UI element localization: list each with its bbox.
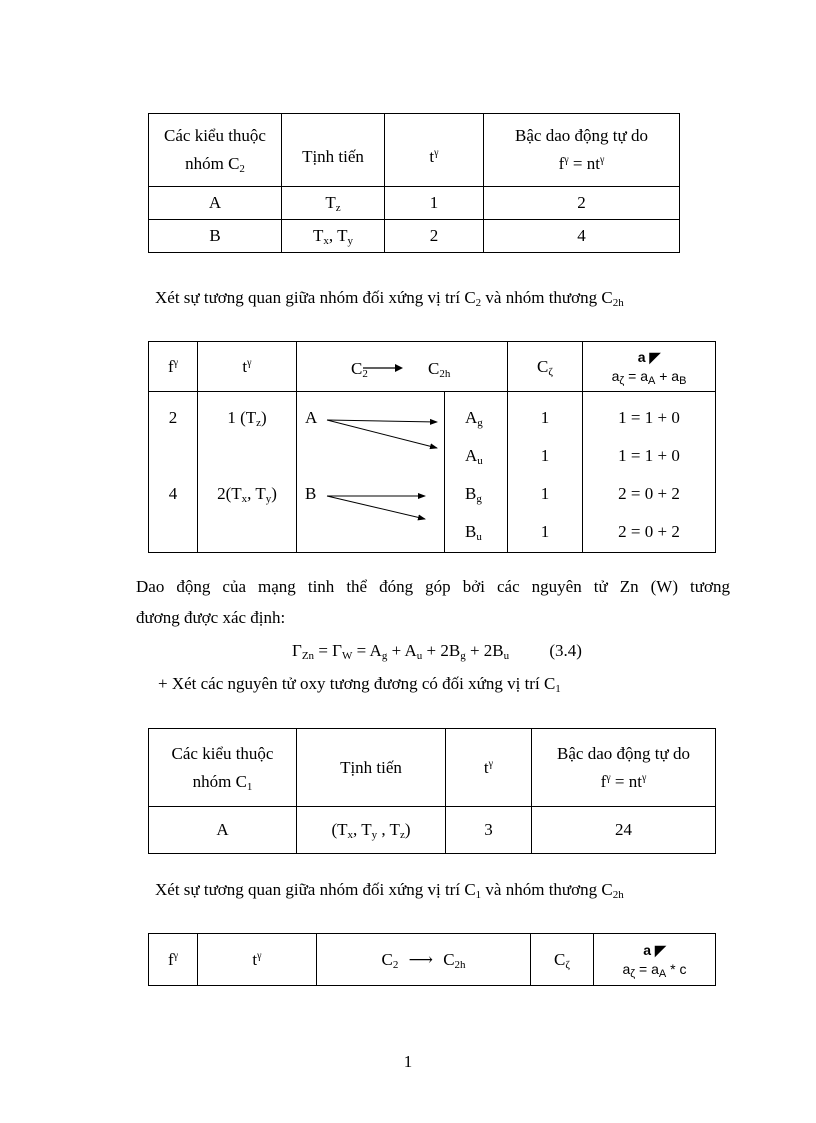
cell-irreps: $A_g$ $A_u$ $B_g$ $B_u$ <box>445 392 508 553</box>
header-t: $t^\gamma$ <box>198 342 297 392</box>
cell-t: 3 <box>446 807 532 854</box>
table-correlation-c1-c2h <box>148 933 716 986</box>
header-cz: $C_\zeta$ <box>508 342 583 392</box>
table-row <box>149 807 716 854</box>
table-row <box>149 220 680 253</box>
header-dof: Bậc dao động tự do $f^\gamma = nt^\gamma$ <box>484 114 680 187</box>
cell-cz-column: 1 1 1 1 <box>508 392 583 553</box>
correlation-text-c1: Xét sự tương quan giữa nhóm đối xứng vị trí $C_1$ và nhóm thương $C_{2h}$ <box>155 880 624 901</box>
header-t: $t^\gamma$ <box>446 729 532 807</box>
paragraph-zn-vibrations-line2: đương được xác định: <box>136 608 286 627</box>
cell-type: A <box>149 807 297 854</box>
header-a: a ◤ $a_\zeta = a_A * c$ <box>594 934 716 986</box>
cell-a-column: 1 = 1 + 0 1 = 1 + 0 2 = 0 + 2 2 = 0 + 2 <box>583 392 716 553</box>
header-type: Các kiểu thuộc nhóm $C_2$ <box>149 114 282 187</box>
cell-t: 2 <box>385 220 484 253</box>
correlation-arrows <box>297 392 444 552</box>
header-t: $t^\gamma$ <box>198 934 317 986</box>
header-correlation: $C_2$ $C_{2h}$ <box>297 342 508 392</box>
header-correlation: $C_2$ ⟶ $C_{2h}$ <box>317 934 531 986</box>
header-cz: $C_\zeta$ <box>531 934 594 986</box>
header-a: a ◤ $a_\zeta = a_A + a_B$ <box>583 342 716 392</box>
cell-translation: $T_x$, $T_y$ <box>282 220 385 253</box>
table-row <box>149 187 680 220</box>
cell-type: A <box>149 187 282 220</box>
correlation-text-c2: Xét sự tương quan giữa nhóm đối xứng vị trí $C_2$ và nhóm thương $C_{2h}$ <box>155 288 624 309</box>
cell-dof: 2 <box>484 187 680 220</box>
arrow-icon <box>363 362 403 374</box>
cell-t-column: 1 $(T_z)$ $2(T_x$, $T_y$) <box>198 392 297 553</box>
cell-translation: $T_z$ <box>282 187 385 220</box>
header-dof: Bậc dao động tự do $f^\gamma = nt^\gamma$ <box>532 729 716 807</box>
header-translation: Tịnh tiến <box>297 729 446 807</box>
equation-3-4: $\Gamma_{Zn} = \Gamma_W = A_g + A_u + 2B_g + 2B_u$ (3.4) <box>292 641 582 662</box>
cell-t: 1 <box>385 187 484 220</box>
header-t: $t^\gamma$ <box>385 114 484 187</box>
cell-translation: ($T_x$, $T_y$ , $T_z$) <box>297 807 446 854</box>
cell-dof: 24 <box>532 807 716 854</box>
header-translation: Tịnh tiến <box>282 114 385 187</box>
cell-type: B <box>149 220 282 253</box>
cell-f-column: 2 4 <box>149 392 198 553</box>
cell-dof: 4 <box>484 220 680 253</box>
table-correlation-c2-c2h <box>148 341 716 553</box>
paragraph-zn-vibrations: Dao động của mạng tinh thể đóng góp bởi các nguyên tử Zn (W) tương <box>136 577 730 596</box>
header-f: $f^\gamma$ <box>149 342 198 392</box>
cell-site-symmetry: A B <box>297 392 445 553</box>
table-site-group-c1 <box>148 728 716 854</box>
paragraph-oxygen: + Xét các nguyên tử oxy tương đương có đối xứng vị trí $C_1$ <box>158 674 561 695</box>
header-type: Các kiểu thuộc nhóm $C_1$ <box>149 729 297 807</box>
header-f: $f^\gamma$ <box>149 934 198 986</box>
page-number: 1 <box>403 1052 413 1071</box>
table-site-group-c2 <box>148 113 680 253</box>
